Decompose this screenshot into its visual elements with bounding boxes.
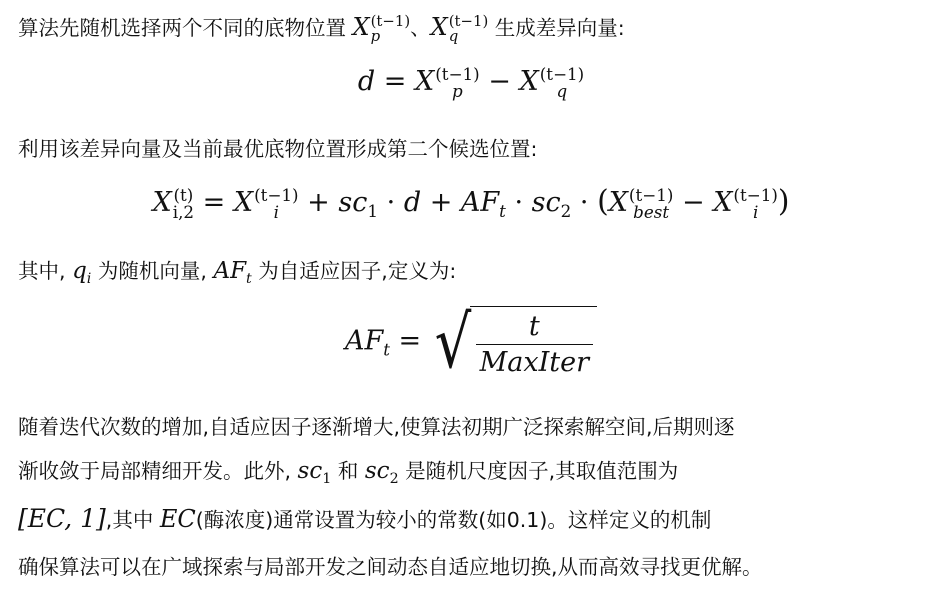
paragraph-line-1: 随着迭代次数的增加,自适应因子逐渐增大,使算法初期广泛探索解空间,后期则逐 — [18, 415, 735, 439]
paragraph-line-4: 确保算法可以在广域探索与局部开发之间动态自适应地切换,从而高效寻找更优解。 — [18, 555, 763, 579]
line1-text: 算法先随机选择两个不同的底物位置 — [18, 16, 346, 40]
equation-candidate-position: X (t) i,2 = X (t−1) i + $sc_1 \cdot d + AF_t \cdot sc_2 \cdot (X$ (t−1) best − X (t−1) i ) — [152, 184, 790, 222]
xq-symbol: X (t−1) q — [430, 11, 489, 45]
ec-symbol: EC — [159, 505, 196, 533]
sc2-symbol: $sc_2$ — [364, 458, 399, 487]
equation-adaptive-factor: $AF_t$ = √ $\frac{t}{\text{MaxIter}}$ — [0, 306, 942, 378]
equation-difference-vector: d = X (t−1) p − X (t−1) q — [357, 64, 585, 101]
line1-end: 生成差异向量: — [494, 16, 625, 40]
text-line-3: 其中, $q_i$ 为随机向量, $AF_t$ 为自适应因子,定义为: — [18, 258, 457, 287]
fraction: $\frac{t}{\text{MaxIter}}$ — [476, 311, 593, 378]
separator: 、 — [410, 16, 431, 40]
paragraph-line-3: [EC, 1],其中 EC(酶浓度)通常设置为较小的常数(如0.1)。这样定义的机制 — [18, 504, 712, 533]
aft-symbol: $AF_t$ — [213, 258, 252, 287]
qi-symbol: $q_i$ — [72, 258, 92, 287]
range-symbol: [EC, 1] — [18, 504, 106, 533]
paragraph-line-2: 渐收敛于局部精细开发。此外, $sc_1$ 和 $sc_2$ 是随机尺度因子,其取值范围为 — [18, 458, 679, 487]
text-line-2 — [18, 130, 934, 168]
sqrt-symbol: √ $\frac{t}{\text{MaxIter}}$ — [430, 306, 597, 378]
text-line-1 — [18, 8, 934, 47]
xp-symbol: X (t−1) p — [352, 11, 411, 45]
sc1-symbol: $sc_1$ — [297, 458, 332, 487]
line2-text: 利用该差异向量及当前最优底物位置形成第二个候选位置: — [18, 137, 538, 161]
